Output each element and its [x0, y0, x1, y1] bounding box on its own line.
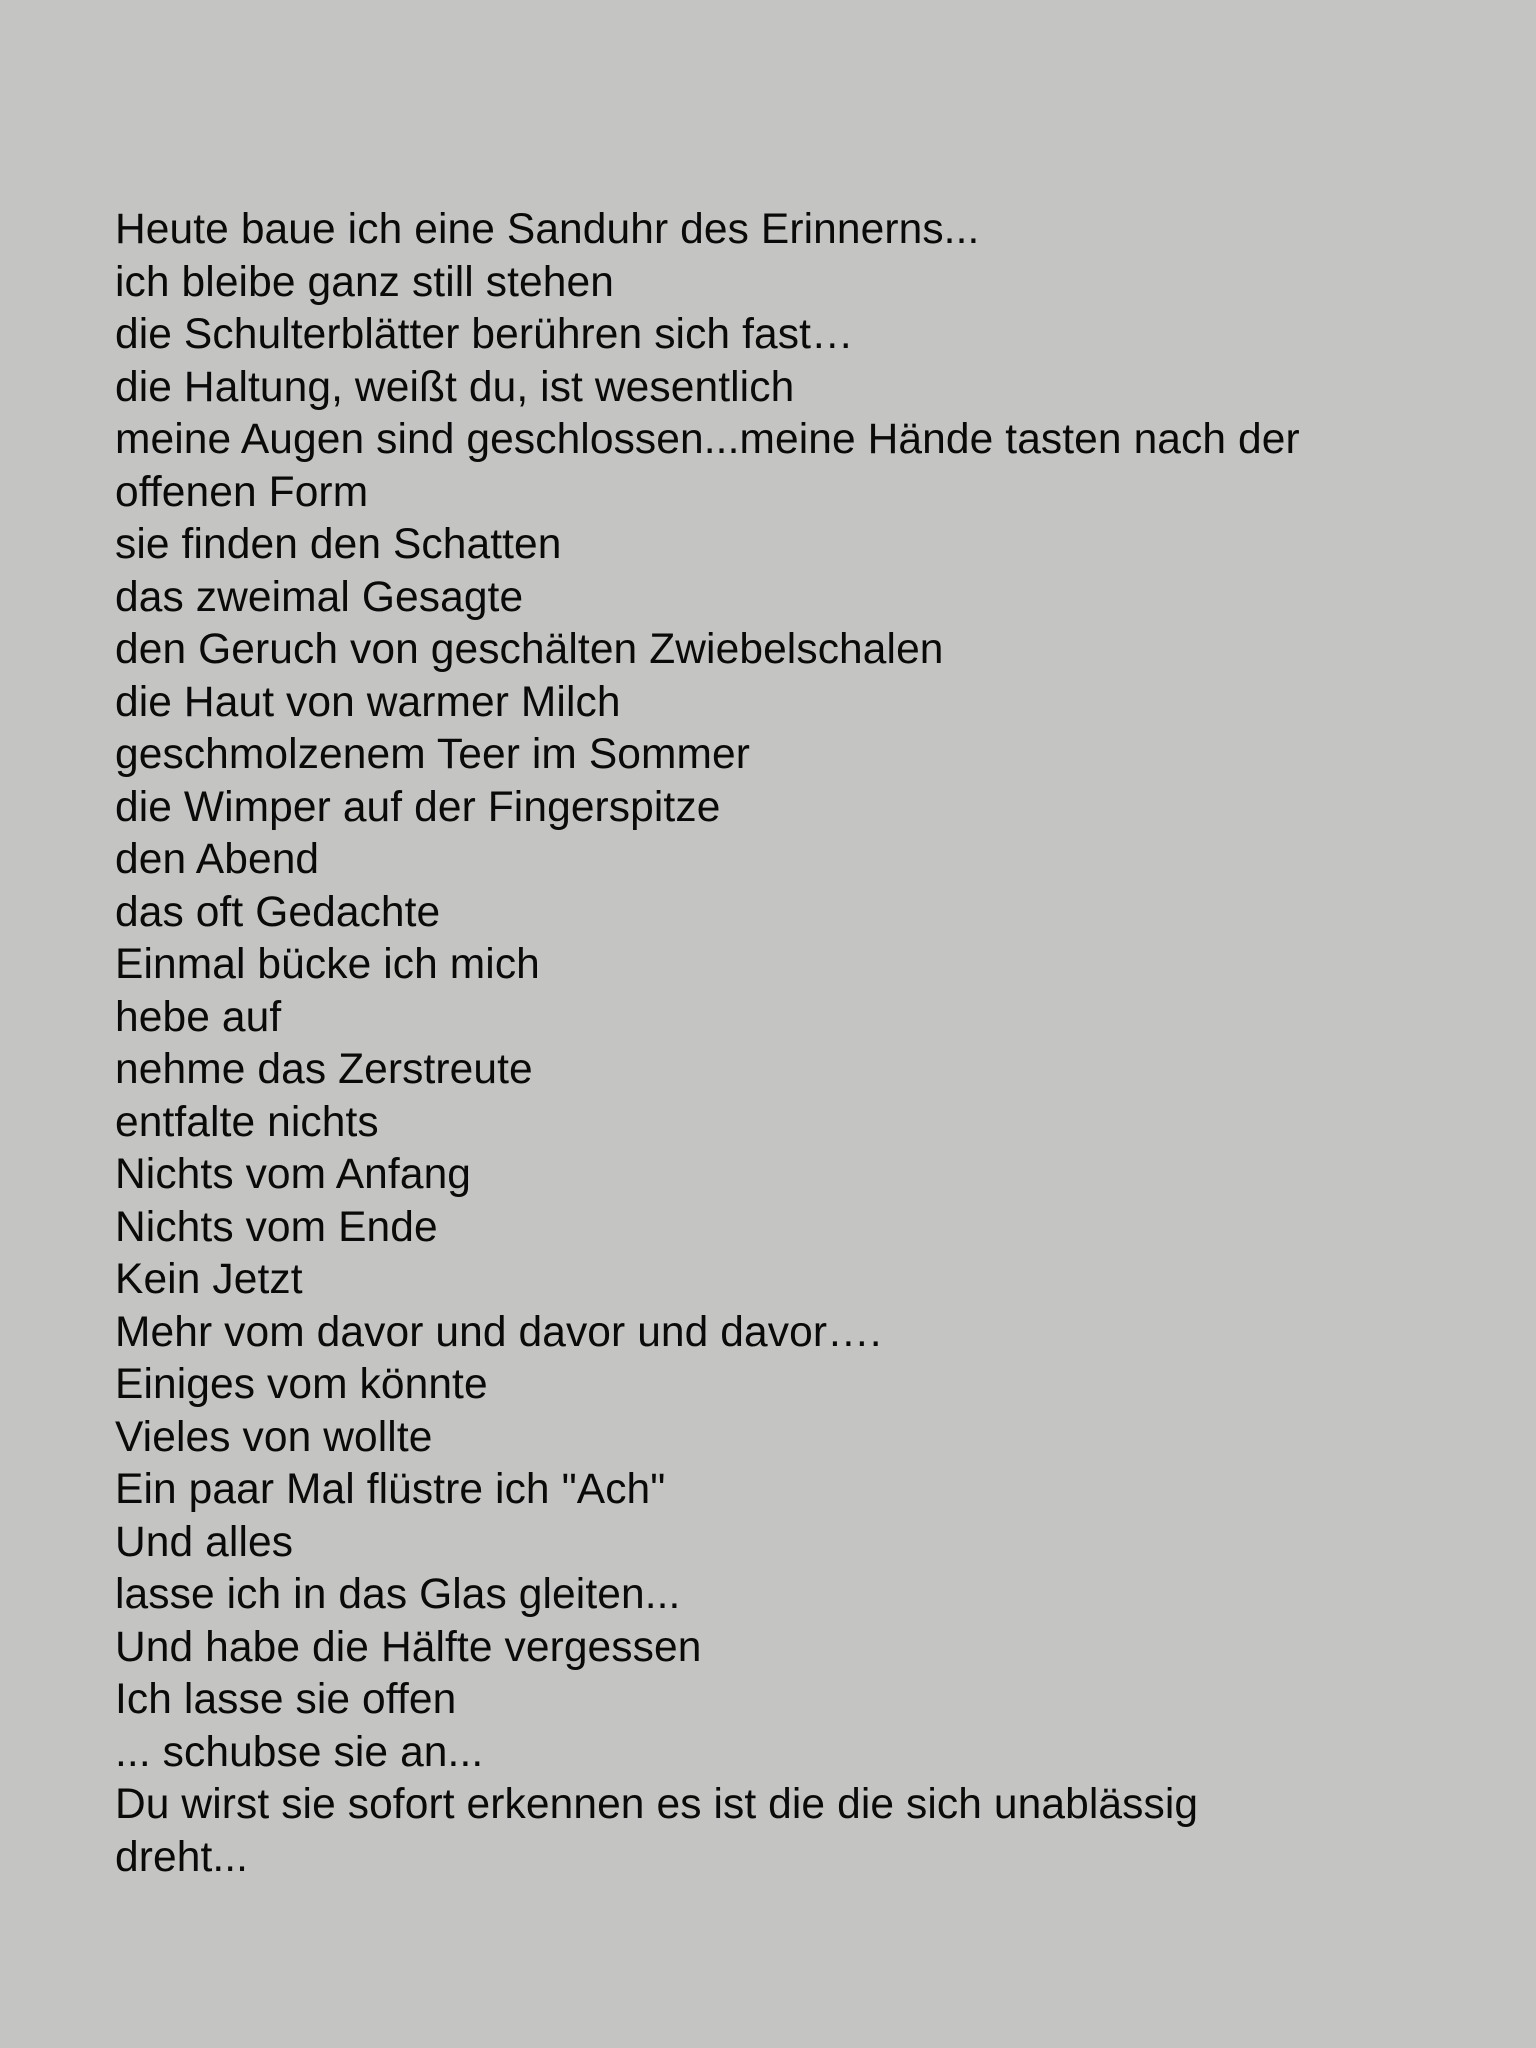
- poem-line: nehme das Zerstreute: [115, 1046, 533, 1093]
- poem-line: Ich lasse sie offen: [115, 1676, 457, 1723]
- poem-line: Einiges vom könnte: [115, 1361, 488, 1408]
- poem-line: Vieles von wollte: [115, 1413, 433, 1461]
- poem-line: offenen Form: [115, 468, 369, 516]
- poem-line: lasse ich in das Glas gleiten...: [115, 1571, 681, 1618]
- poem-line: ich bleibe ganz still stehen: [115, 258, 614, 306]
- poem-line: Ein paar Mal flüstre ich "Ach": [115, 1466, 666, 1513]
- poem-line: das oft Gedachte: [115, 888, 441, 936]
- poem-line: den Abend: [115, 836, 320, 883]
- poem-line: das zweimal Gesagte: [115, 573, 524, 621]
- poem-line: den Geruch von geschälten Zwiebelschalen: [115, 626, 944, 673]
- poem-line: Und habe die Hälfte vergessen: [115, 1623, 702, 1671]
- poem-line: Mehr vom davor und davor und davor….: [115, 1308, 882, 1356]
- poem-line: Nichts vom Ende: [115, 1203, 438, 1251]
- poem-line: Und alles: [115, 1518, 294, 1566]
- poem-line: Heute baue ich eine Sanduhr des Erinnerns...: [115, 206, 980, 253]
- poem-line: Nichts vom Anfang: [115, 1151, 472, 1198]
- poem-line: die Wimper auf der Fingerspitze: [115, 783, 721, 831]
- poem-line: dreht...: [115, 1833, 249, 1881]
- poem-text: [115, 204, 1435, 1884]
- poem-line: geschmolzenem Teer im Sommer: [115, 731, 751, 778]
- poem-line: Einmal bücke ich mich: [115, 941, 540, 988]
- poem-line: die Haltung, weißt du, ist wesentlich: [115, 363, 795, 411]
- poem-line: sie finden den Schatten: [115, 521, 562, 568]
- poem-line: ... schubse sie an...: [115, 1728, 484, 1776]
- poem-line: die Haut von warmer Milch: [115, 678, 621, 726]
- poem-line: hebe auf: [115, 993, 282, 1041]
- poem-line: die Schulterblätter berühren sich fast…: [115, 311, 854, 358]
- poem-line: Kein Jetzt: [115, 1256, 303, 1303]
- poem-line: entfalte nichts: [115, 1098, 379, 1146]
- poem-line: Du wirst sie sofort erkennen es ist die die sich unablässig: [115, 1781, 1199, 1828]
- poem-line: meine Augen sind geschlossen...meine Hände tasten nach der: [115, 416, 1300, 463]
